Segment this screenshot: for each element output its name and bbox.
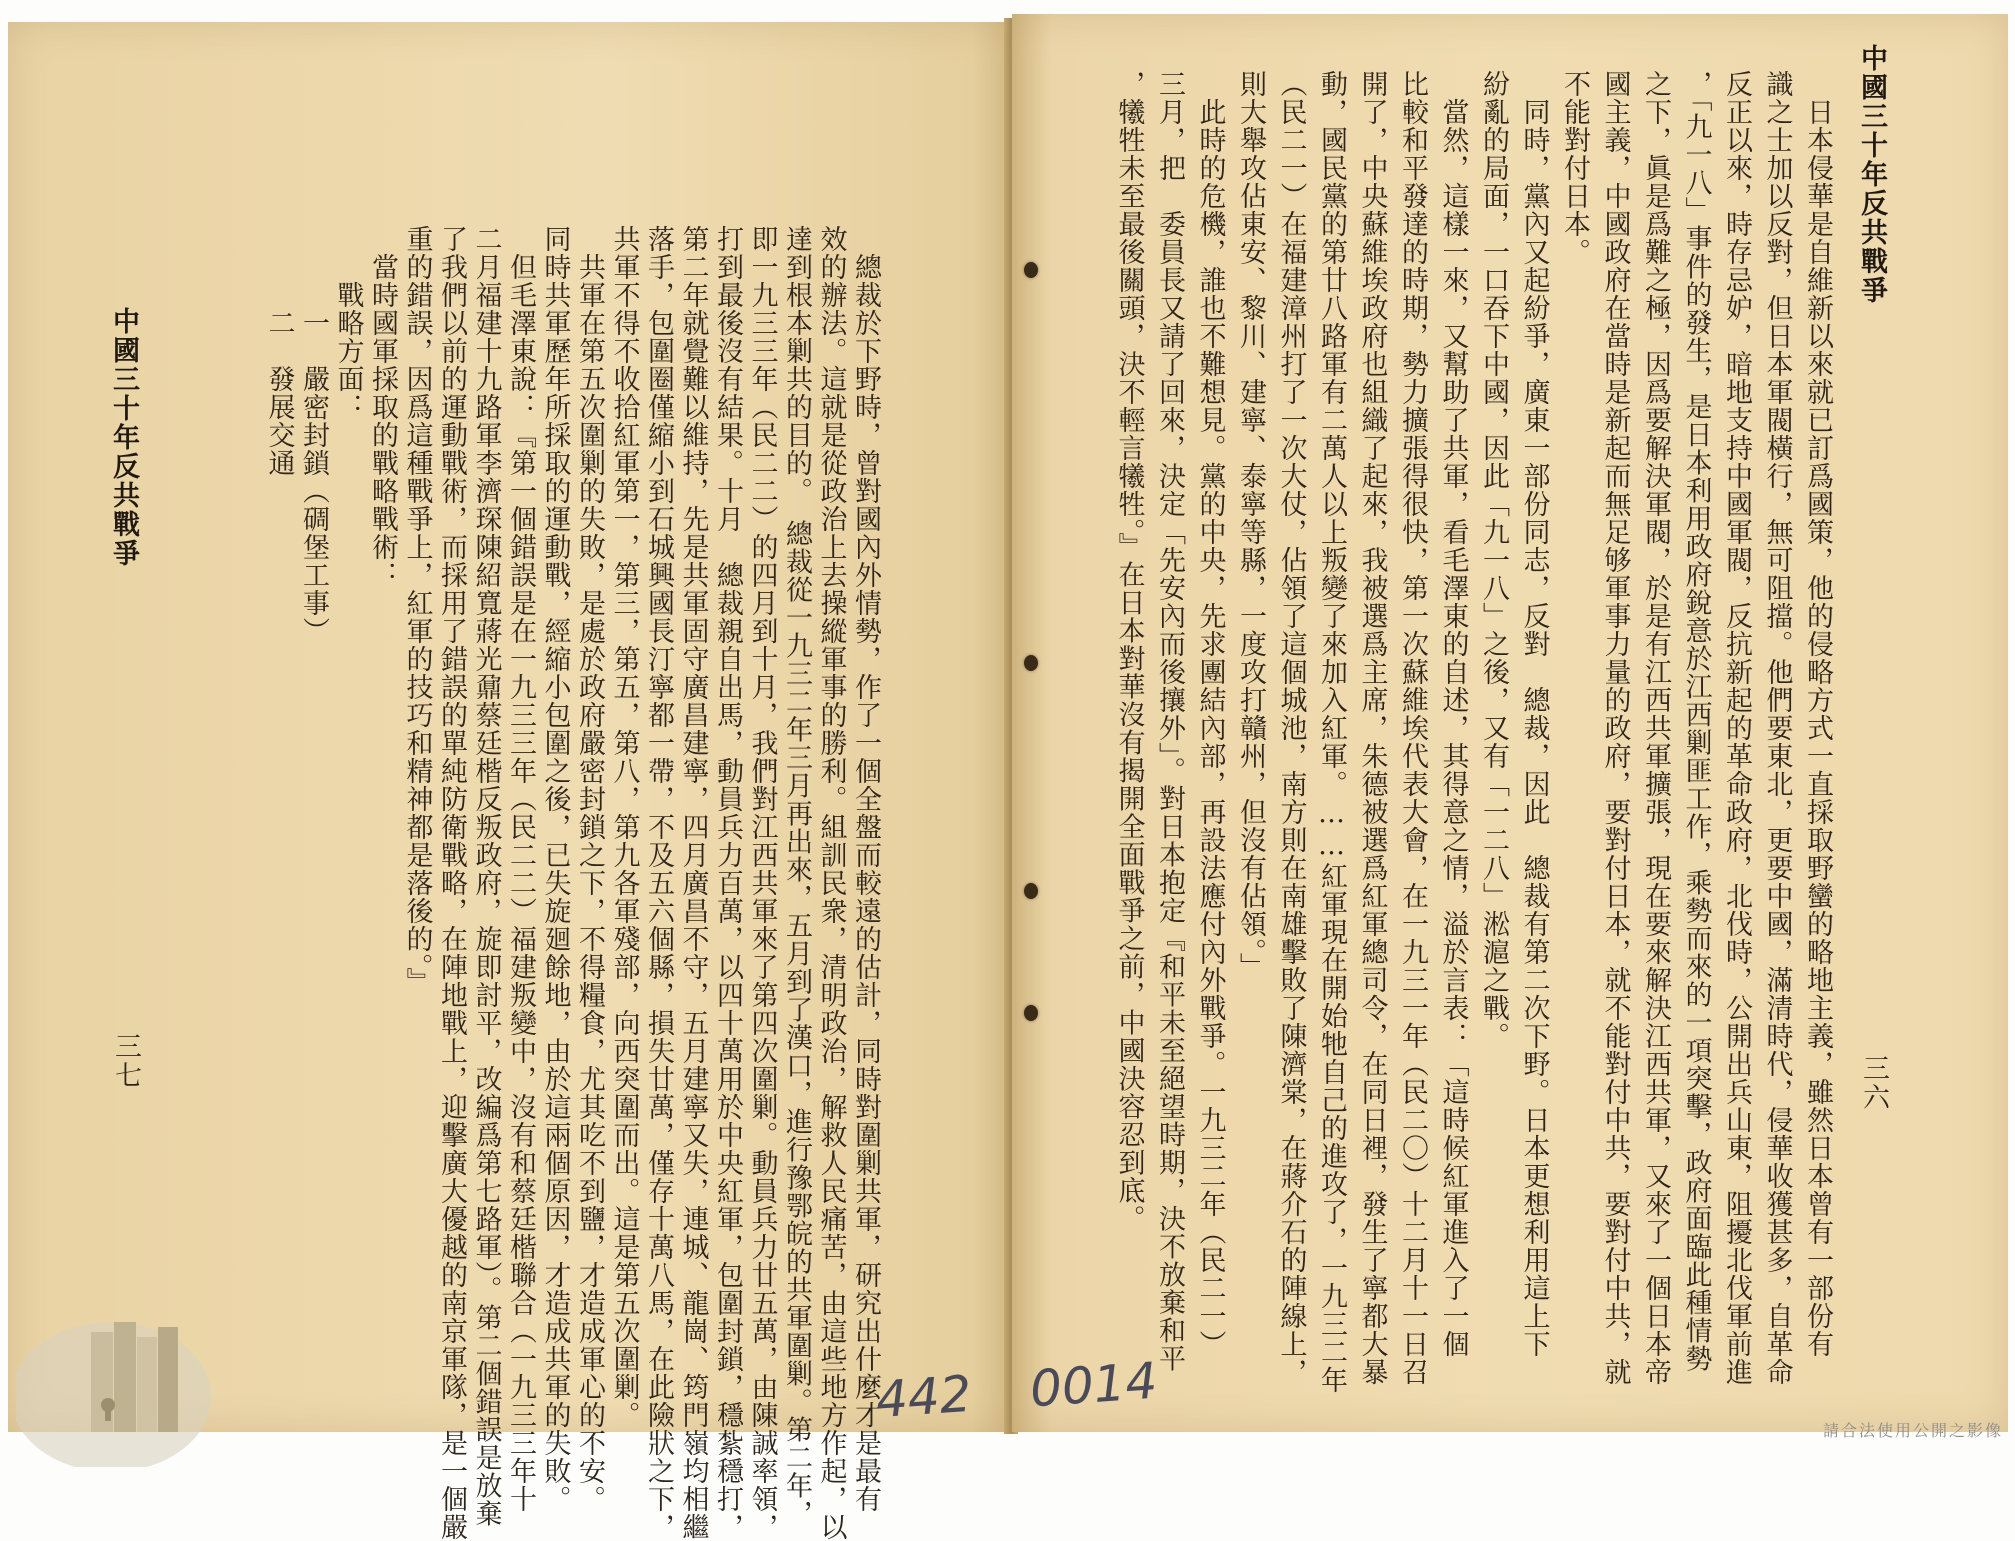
text-column: 第二年就覺難以維持，先是共軍固守廣昌建寧，四月廣昌不守，五月建寧又失，連城、龍崗、筠門嶺均相繼 (677, 225, 709, 1541)
right-page (1012, 14, 2008, 1432)
text-column: 即一九三三年（民二二）的四月到十月，我們對江西共軍來了第四次圍剿。動員兵力廿五萬，由陳誠率領， (746, 225, 778, 1541)
left-page-number: 三七 (110, 1032, 141, 1090)
text-column: （民二一）在福建漳州打了一次大仗，佔領了這個城池，南方則在南雄擊敗了陳濟棠，在蔣介石的陣線上， (1275, 70, 1307, 1386)
handwritten-folio-number: 442 (874, 1364, 974, 1430)
text-column: 當時國軍採取的戰略戰術： (367, 225, 398, 589)
text-column: 但毛澤東說：『第一個錯誤是在一九三三年（民二二）福建叛變中，沒有和蔡廷楷聯合（一九三三年十 (505, 225, 536, 1513)
right-page-header: 中國三十年反共戰爭 (1856, 44, 1887, 305)
text-column: 了我們以前的運動戰術，而採用了錯誤的單純防衛戰略，在陣地戰上，迎擊廣大優越的南京軍隊，是一個嚴 (436, 225, 467, 1541)
right-page-number: 三六 (1858, 1054, 1889, 1112)
text-column: 三月，把 委員長又請了回來，決定「先安內而後攘外」。對日本抱定『和平未至絕望時期，決不放棄和平 (1154, 70, 1185, 1373)
text-column: 不能對付日本。 (1559, 70, 1590, 266)
left-page (8, 22, 1012, 1541)
text-column: 紛亂的局面，一口吞下中國，因此「九一八」之後，又有「一二八」淞滬之戰。 (1478, 70, 1509, 1050)
binding-hole-bottom (1024, 1005, 1038, 1021)
text-column: 達到根本剿共的目的。 總裁從一九三二年三月再出來，五月到了漢口，進行豫鄂皖的共軍圍剿。第二年， (781, 225, 812, 1528)
text-column: 動，國民黨的第廿八路軍有二萬人以上叛變了來加入紅軍。……紅軍現在開始牠自己的進攻了，一九三二年 (1316, 70, 1347, 1394)
text-column: 戰略方面： (332, 225, 364, 421)
text-column: 之下，眞是爲難之極，因爲要解決軍閥，於是有江西共軍擴張，現在要來解決江西共軍，又來了一個日本帝 (1640, 70, 1671, 1386)
left-page-header: 中國三十年反共戰爭 (108, 307, 139, 568)
text-column: 則大舉攻佔東安、黎川、建寧、泰寧等縣，一度攻打贛州，但沒有佔領。」 (1235, 70, 1266, 981)
handwritten-archive-number: 0014 (1028, 1351, 1160, 1419)
text-column: 識之士加以反對，但日本軍閥橫行，無可阻擋。他們要東北，更要中國，滿清時代，侵華收獲甚多，自革命 (1761, 70, 1793, 1386)
text-column: ，「九一八」事件的發生，是日本利用政府銳意於江西剿匪工作，乘勢而來的一項突擊，政府面臨此種情勢 (1680, 70, 1712, 1373)
binding-hole-lower (1024, 883, 1038, 899)
text-column: 比較和平發達的時期，勢力擴張得很快，第一次蘇維埃代表大會，在一九三一年（民二〇）十二月十一日召 (1397, 70, 1428, 1386)
text-column: 開了，中央蘇維埃政府也組織了起來，我被選爲主席，朱德被選爲紅軍總司令，在同日裡，發生了寧都大暴 (1356, 70, 1388, 1386)
text-column: 二月福建十九路軍李濟琛陳紹寬蔣光鼐蔡廷楷反叛政府，旋即討平，改編爲第七路軍）。第二個錯誤是放棄 (470, 225, 502, 1528)
text-column: 總裁於下野時，曾對國內外情勢，作了一個全盤而較遠的估計，同時對圍剿共軍，研究出什麼才是最有 (850, 225, 881, 1513)
text-column: 一 嚴密封鎖（碉堡工事） (298, 225, 329, 645)
text-column: 反正以來，時存忌妒，暗地支持中國軍閥，反抗新起的革命政府，北伐時，公開出兵山東，阻擾北伐軍前進 (1721, 70, 1752, 1386)
text-column: ，犧牲未至最後關頭，決不輕言犧牲。』在日本對華沒有揭開全面戰爭之前，中國決容忍到底。 (1113, 70, 1145, 1233)
text-column: 效的辦法。這就是從政治上去操縱軍事的勝利。組訓民衆，清明政治，解救人民痛苦，由這些地方作起，以 (815, 225, 847, 1541)
text-column: 同時，黨內又起紛爭，廣東一部份同志，反對 總裁，因此 總裁有第二次下野。日本更想利用這上下 (1518, 70, 1550, 1358)
text-column: 同時共軍歷年所採取的運動戰，經縮小包圍之後，已失旋廻餘地，由於這兩個原因，才造成共軍的失敗。 (539, 225, 571, 1513)
text-column: 日本侵華是自維新以來就已訂爲國策，他的侵略方式一直採取野蠻的略地主義，雖然日本曾有一部份有 (1802, 70, 1833, 1358)
archive-logo-icon (16, 1277, 246, 1467)
text-column: 重的錯誤，因爲這種戰爭上，紅軍的技巧和精神都是落後的。』 (401, 225, 433, 996)
text-column: 落手，包圍圈僅縮小到石城興國長汀寧都一帶，不及五六個縣，損失廿萬，僅存十萬八馬，在此險狀之下， (643, 225, 674, 1541)
text-column: 當然，這樣一來，又幫助了共軍，看毛澤東的自述，其得意之情，溢於言表：「這時候紅軍進入了一個 (1437, 70, 1469, 1358)
text-column: 共軍不得不收拾紅軍第一，第三，第五，第八，第九各軍殘部，向西突圍而出。這是第五次圍剿。 (608, 225, 640, 1429)
text-column: 國主義，中國政府在當時是新起而無足够軍事力量的政府，要對付日本，就不能對付中共，要對付中共，就 (1599, 70, 1631, 1386)
text-column: 共軍在第五次圍剿的失敗，是處於政府嚴密封鎖之下，不得糧食，尤其吃不到鹽，才造成軍心的不安。 (574, 225, 605, 1513)
binding-hole-top (1024, 262, 1038, 278)
text-column: 此時的危機，誰也不難想見。黨的中央，先求團結內部，再設法應付內外戰爭。一九三二年（民二一） (1194, 70, 1226, 1358)
text-column: 打到最後沒有結果。十月 總裁親自出馬，動員兵力百萬，以四十萬用於中央紅軍，包圍封鎖，穩紮穩打， (712, 225, 743, 1541)
binding-hole-middle (1024, 655, 1038, 671)
text-column: 二 發展交通 (263, 225, 295, 477)
usage-watermark: 請合法使用公開之影像 (1822, 1421, 2003, 1440)
